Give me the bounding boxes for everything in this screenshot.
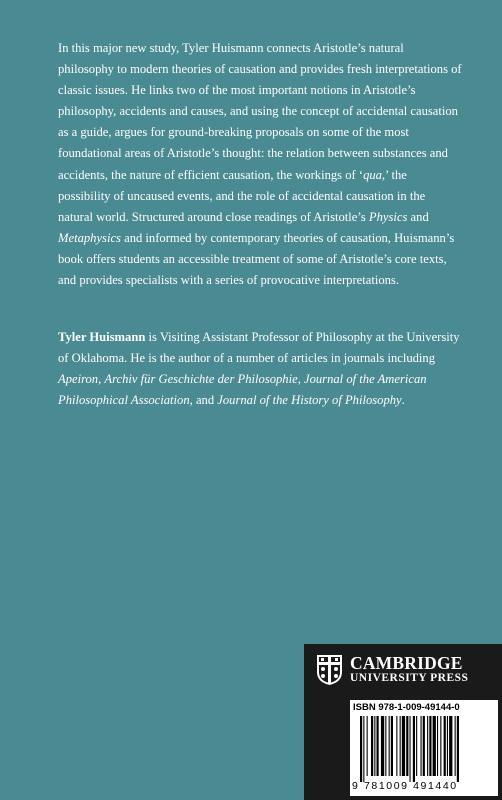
barcode-bar: [363, 716, 364, 782]
barcode-bar: [389, 716, 390, 776]
isbn-barcode: [350, 700, 498, 796]
barcode-bar: [360, 716, 362, 782]
cambridge-crest-icon: [316, 654, 343, 686]
barcode-bar: [374, 716, 375, 776]
barcode-bar: [433, 716, 436, 776]
barcode-bar: [396, 716, 397, 776]
bio-sep-3: , and: [189, 393, 218, 408]
barcode-bar: [437, 716, 438, 776]
barcode-bar: [371, 716, 373, 776]
bio-text-1: is Visiting Assistant Professor of Philosophy at the University of Oklahoma. He is the author of a number of articles in journals including: [58, 330, 460, 366]
author-name: Tyler Huismann: [58, 330, 146, 344]
journal-jhp: Journal of the History of Philosophy: [217, 393, 402, 408]
barcode-bar: [385, 716, 386, 776]
barcode-bar: [406, 716, 408, 776]
description-text-2: ,’ the possibility of uncaused events, and the role of accidental causation in the natural world. Structured around close readings of Aristotle’s: [58, 167, 426, 224]
description-metaphysics: Metaphysics: [58, 230, 121, 245]
barcode-bar: [391, 716, 393, 776]
bio-sep-1: ,: [98, 372, 105, 387]
barcode-digits: 9 781009 491440: [352, 780, 458, 792]
barcode-bar: [367, 716, 368, 776]
isbn-label: ISBN 978-1-009-49144-0: [353, 702, 460, 713]
publisher-subname: UNIVERSITY PRESS: [350, 672, 469, 684]
barcode-bar: [381, 716, 384, 776]
barcode-bar: [400, 716, 401, 776]
description-physics: Physics: [368, 209, 408, 224]
publisher-name: CAMBRIDGE: [350, 653, 463, 673]
journal-japa: Journal of the American Philosophical Association: [58, 372, 427, 408]
barcode-bar: [421, 716, 422, 776]
barcode-bar: [447, 716, 448, 776]
description-text-3: and informed by contemporary theories of causation, Huismann’s book offers students an accessible treatment of some of Aristotle’s core texts, and provides specialists with a series of provocative interpretations.: [58, 230, 455, 288]
journal-apeiron: Apeiron: [58, 372, 99, 387]
barcode-bar: [440, 716, 441, 776]
barcode-bar: [377, 716, 379, 776]
publisher-block: [304, 644, 502, 800]
bio-sep-4: .: [401, 393, 405, 408]
bio-sep-2: ,: [297, 372, 304, 387]
barcode-bar: [449, 716, 452, 776]
barcode-bar: [455, 716, 456, 776]
barcode-bar: [444, 716, 446, 776]
author-bio: [58, 327, 462, 411]
description-qua: qua: [363, 167, 382, 182]
barcode-bars: [360, 716, 492, 782]
description-text-1: In this major new study, Tyler Huismann connects Aristotle’s natural philosophy to modern theories of causation and provides fresh interpretations of classic issues. He links two of the most important notions in Aristotle’s philosophy, accidents and causes, and using the concept of accidental causation as a guide, argues for ground-breaking proposals on some of the most foundational areas of Aristotle’s thought: the relation between substances and accidents, the nature of efficient causation, the workings of ‘: [58, 41, 462, 182]
barcode-bar: [427, 716, 428, 776]
barcode-bar: [416, 716, 417, 776]
barcode-bar: [413, 716, 415, 782]
barcode-bar: [402, 716, 405, 776]
journal-archiv: Archiv für Geschichte der Philosophie: [104, 372, 298, 387]
barcode-bar: [410, 716, 411, 782]
description-and: and: [407, 209, 429, 224]
barcode-bar: [429, 716, 431, 776]
barcode-bar: [457, 716, 459, 782]
book-description: [58, 38, 462, 291]
barcode-bar: [423, 716, 425, 776]
